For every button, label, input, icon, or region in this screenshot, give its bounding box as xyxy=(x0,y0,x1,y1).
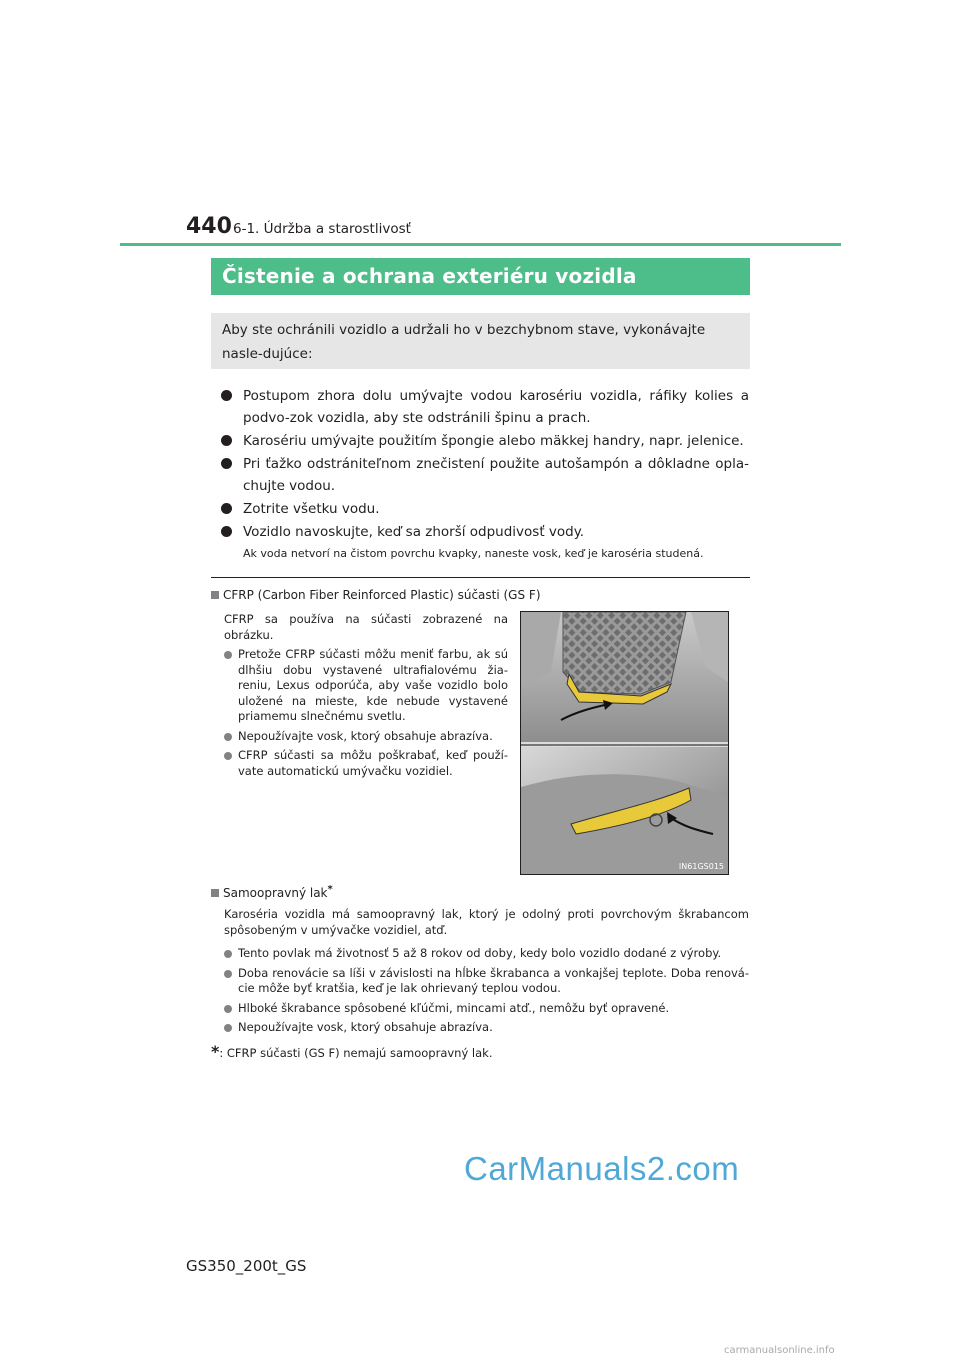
bullet-icon xyxy=(221,390,232,401)
main-bullet-list xyxy=(219,385,749,544)
watermark-text: carmanualsonline.info xyxy=(724,1345,835,1356)
cfrp-heading: CFRP (Carbon Fiber Reinforced Plastic) súčasti (GS F) xyxy=(211,588,541,602)
car-parts-illustration xyxy=(521,612,728,874)
asterisk-mark: * xyxy=(327,884,333,895)
list-item: Vozidlo navoskujte, keď sa zhorší odpudivosť vody. xyxy=(219,521,749,543)
square-bullet-icon xyxy=(211,889,219,897)
footer-model: GS350_200t_GS xyxy=(186,1257,307,1275)
bullet-icon xyxy=(224,752,232,760)
bullet-icon xyxy=(224,1024,232,1032)
intro-box: Aby ste ochránili vozidlo a udržali ho v bezchybnom stave, vykonávajte nasle-dujúce: xyxy=(211,313,750,369)
footnote: *: CFRP súčasti (GS F) nemajú samoopravný lak. xyxy=(211,1042,493,1061)
list-item: Pri ťažko odstrániteľnom znečistení použite autošampón a dôkladne opla-chujte vodou. xyxy=(219,453,749,497)
bullet-icon xyxy=(224,1005,232,1013)
bullet-icon xyxy=(221,435,232,446)
footnote-mark: * xyxy=(211,1042,220,1061)
bullet-icon xyxy=(224,970,232,978)
note-text: Ak voda netvorí na čistom povrchu kvapky, naneste vosk, keď je karoséria studená. xyxy=(243,547,704,560)
section-divider xyxy=(211,577,750,578)
list-item: Postupom zhora dolu umývajte vodou karosériu vozidla, ráfiky kolies a podvo-zok vozidla, aby ste odstránili špinu a prach. xyxy=(219,385,749,429)
page-number: 440 xyxy=(186,214,232,239)
bullet-icon xyxy=(221,458,232,469)
page-title: Čistenie a ochrana exteriéru vozidla xyxy=(211,258,750,295)
list-item: Tento povlak má životnosť 5 až 8 rokov od doby, kedy bolo vozidlo dodané z výroby. xyxy=(224,946,749,962)
bullet-icon xyxy=(221,526,232,537)
list-item: Nepoužívajte vosk, ktorý obsahuje abrazíva. xyxy=(224,729,508,745)
list-item: Karosériu umývajte použitím špongie alebo mäkkej handry, napr. jelenice. xyxy=(219,430,749,452)
list-item: CFRP súčasti sa môžu poškrabať, keď použí-vate automatickú umývačku vozidiel. xyxy=(224,748,508,779)
bullet-icon xyxy=(221,503,232,514)
figure-code: IN61GS015 xyxy=(678,862,724,871)
cfrp-figure xyxy=(520,611,729,875)
self-healing-heading: Samoopravný lak* xyxy=(211,884,333,900)
bullet-icon xyxy=(224,950,232,958)
cfrp-list xyxy=(224,647,508,783)
self-healing-list xyxy=(224,946,749,1040)
square-bullet-icon xyxy=(211,591,219,599)
bullet-icon xyxy=(224,733,232,741)
bullet-icon xyxy=(224,651,232,659)
section-label: 6-1. Údržba a starostlivosť xyxy=(233,221,411,237)
list-item: Nepoužívajte vosk, ktorý obsahuje abrazíva. xyxy=(224,1020,749,1036)
header-rule xyxy=(120,243,841,246)
list-item: Hlboké škrabance spôsobené kľúčmi, mincami atď., nemôžu byť opravené. xyxy=(224,1001,749,1017)
list-item: Zotrite všetku vodu. xyxy=(219,498,749,520)
watermark-logo: CarManuals2.com xyxy=(464,1150,740,1187)
cfrp-intro: CFRP sa používa na súčasti zobrazené na obrázku. xyxy=(224,612,508,642)
self-healing-intro: Karoséria vozidla má samoopravný lak, ktorý je odolný proti povrchovým škrabancom spôsobeným v umývačke vozidiel, atď. xyxy=(224,907,749,937)
list-item: Pretože CFRP súčasti môžu meniť farbu, ak sú dlhšiu dobu vystavené ultrafialovému žia-reniu, Lexus odporúča, aby vaše vozidlo bolo uložené na mieste, kde nebude vystavené priamemu slnečnému svetlu. xyxy=(224,647,508,725)
list-item: Doba renovácie sa líši v závislosti na hĺbke škrabanca a vonkajšej teplote. Doba renová-cie môže byť kratšia, keď je lak ohrievaný teplou vodou. xyxy=(224,966,749,997)
